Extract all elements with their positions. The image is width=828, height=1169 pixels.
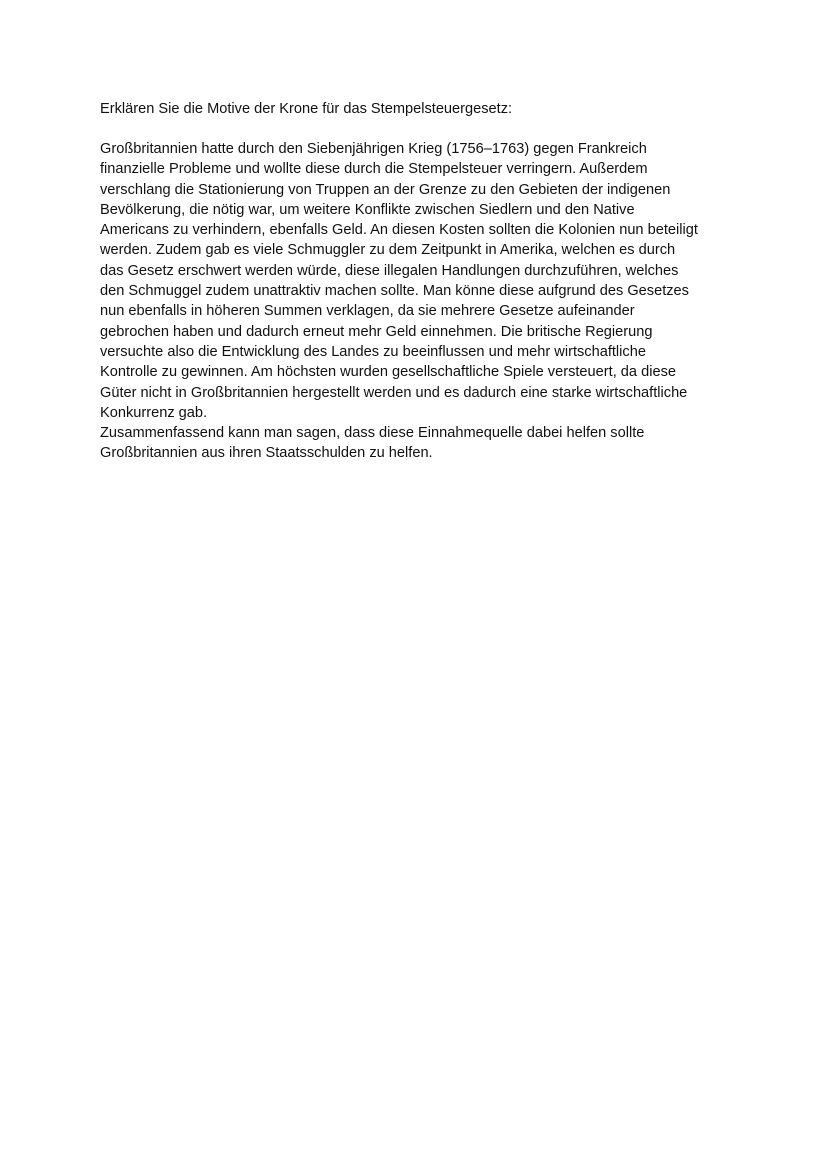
answer-paragraph <box>100 139 740 423</box>
text-line: gebrochen haben und dadurch erneut mehr Geld einnehmen. Die britische Regierung <box>100 323 653 340</box>
text-line: Großbritannien aus ihren Staatsschulden zu helfen. <box>100 445 433 462</box>
text-line: werden. Zudem gab es viele Schmuggler zu dem Zeitpunkt in Amerika, welchen es durch <box>100 242 676 259</box>
paragraph-spacer <box>100 119 740 139</box>
text-line: den Schmuggel zudem unattraktiv machen sollte. Man könne diese aufgrund des Gesetzes <box>100 283 689 300</box>
text-line: das Gesetz erschwert werden würde, diese illegalen Handlungen durchzuführen, welches <box>100 262 679 279</box>
text-line: nun ebenfalls in höheren Summen verklagen, da sie mehrere Gesetze aufeinander <box>100 303 635 320</box>
text-line: Konkurrenz gab. <box>100 404 208 421</box>
text-line: versuchte also die Entwicklung des Landes zu beeinflussen und mehr wirtschaftliche <box>100 343 646 360</box>
text-line: finanzielle Probleme und wollte diese durch die Stempelsteuer verringern. Außerdem <box>100 161 648 178</box>
text-line: verschlang die Stationierung von Truppen an der Grenze zu den Gebieten der indigenen <box>100 181 671 198</box>
text-line: Großbritannien hatte durch den Siebenjährigen Krieg (1756–1763) gegen Frankreich <box>100 141 647 157</box>
text-line: Zusammenfassend kann man sagen, dass diese Einnahmequelle dabei helfen sollte <box>100 425 645 442</box>
text-line: Güter nicht in Großbritannien hergestellt werden und es dadurch eine starke wirtschaftliche <box>100 384 688 401</box>
document-content <box>100 99 740 464</box>
summary-paragraph <box>100 423 740 464</box>
task-heading: Erklären Sie die Motive der Krone für das Stempelsteuergesetz: <box>100 101 513 117</box>
text-line: Kontrolle zu gewinnen. Am höchsten wurden gesellschaftliche Spiele versteuert, da diese <box>100 364 676 381</box>
text-line: Bevölkerung, die nötig war, um weitere Konflikte zwischen Siedlern und den Native <box>100 201 635 218</box>
text-line: Americans zu verhindern, ebenfalls Geld. An diesen Kosten sollten die Kolonien nun beteiligt <box>100 222 698 239</box>
